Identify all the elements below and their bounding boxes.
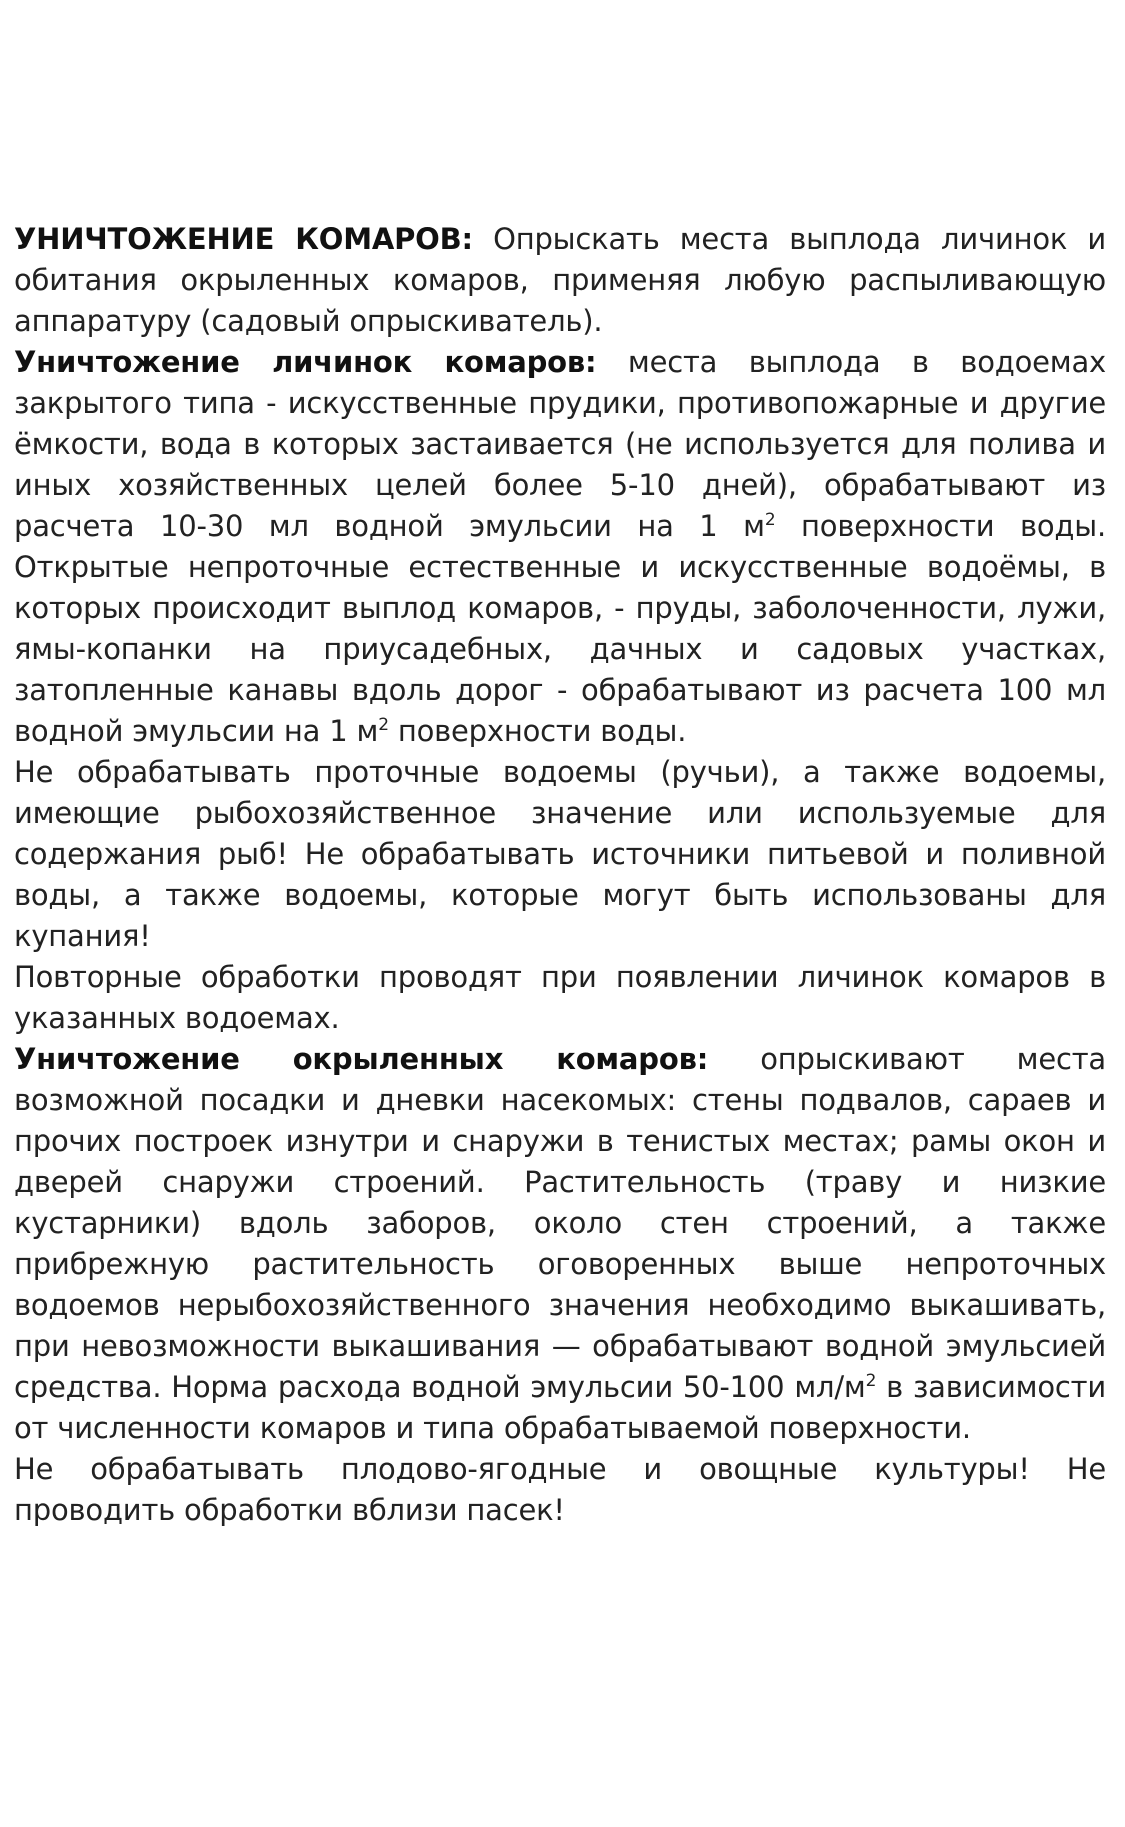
superscript-square: 2 [378,715,389,735]
text-mosquito-control: Опрыскать места выплода личинок и обитания окрыленных комаров, применяя любую распыливающую аппаратуру (садовый опрыскиватель). [14,222,1107,338]
paragraph-adult-control [14,1039,1106,1449]
paragraph-larvae-control [14,342,1106,752]
superscript-square: 2 [865,1371,877,1391]
text-adult-control-end: в зависимости от численности комаров и типа обрабатываемой поверхности. [14,1370,1106,1445]
text-adult-control: опрыскивают места возможной посадки и дневки насекомых: стены подвалов, сараев и прочих построек изнутри и снаружи в тенистых местах; рамы окон и дверей снаружи строений. Растительность (траву и низкие кустарники) вдоль заборов, около стен строений, а также прибрежную растительность оговоренных выше непроточных водоемов нерыбохозяйственного значения необходимо выкашивать, при невозможности выкашивания — обрабатывают водной эмульсией средства. Норма расхода водной эмульсии 50-100 мл/м [14,1042,1106,1404]
text-larvae-water-surface: поверхности воды. [388,714,687,748]
heading-adult-control: Уничтожение окрыленных комаров: [14,1042,709,1076]
heading-larvae-control: Уничтожение личинок комаров: [14,345,597,379]
paragraph-warning-crops: Не обрабатывать плодово-ягодные и овощные культуры! Не проводить обработки вблизи пасек! [14,1452,1106,1527]
superscript-square: 2 [764,510,776,530]
paragraph-repeat-treatment: Повторные обработки проводят при появлении личинок комаров в указанных водоемах. [14,960,1106,1035]
instruction-document [14,219,1106,1531]
paragraph-mosquito-control [14,219,1106,342]
heading-mosquito-control: УНИЧТОЖЕНИЕ КОМАРОВ: [14,222,473,256]
text-larvae-closed-reservoirs: места выплода в водоемах закрытого типа - искусственные прудики, противопожарные и другие ёмкости, вода в которых застаивается (не используется для полива и иных хозяйственных целей более 5-10 дней), обрабатывают из расчета 10-30 мл водной эмульсии на 1 м [14,345,1106,543]
paragraph-warning-water: Не обрабатывать проточные водоемы (ручьи), а также водоемы, имеющие рыбохозяйственное значение или используемые для содержания рыб! Не обрабатывать источники питьевой и поливной воды, а также водоемы, которые могут быть использованы для купания! [14,755,1106,953]
text-larvae-open-reservoirs: поверхности воды. Открытые непроточные естественные и искусственные водоёмы, в которых происходит выплод комаров, - пруды, заболоченности, лужи, ямы-копанки на приусадебных, дачных и садовых участках, затопленные канавы вдоль дорог - обрабатывают из расчета 100 мл водной эмульсии на 1 м [14,509,1106,748]
